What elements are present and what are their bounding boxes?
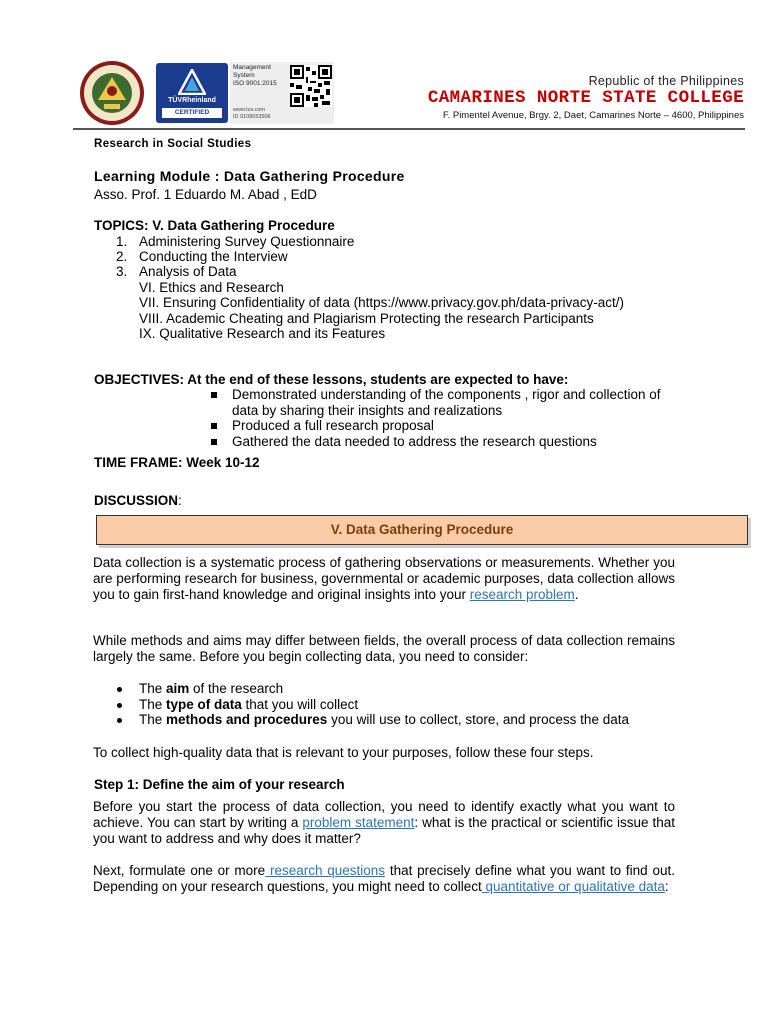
- bullet-dot-icon: [117, 703, 122, 708]
- module-title: Learning Module : Data Gathering Procedure: [94, 168, 405, 184]
- certificate-id: www.tuv.com ID 9108653506: [233, 107, 271, 120]
- subject-title: Research in Social Studies: [94, 138, 252, 150]
- section-title-box: V. Data Gathering Procedure: [96, 515, 748, 545]
- objective-item: Produced a full research proposal: [232, 418, 434, 433]
- bullet-dot-icon: [117, 687, 122, 692]
- paragraph-four-steps: To collect high-quality data that is relevant to your purposes, follow these four steps.: [93, 745, 594, 760]
- paragraph-intro: Data collection is a systematic process of gathering observations or measurements. Whether you are performing research for business, governmental or academic purposes, data collection allows you to gain first-hand knowledge and original insights into your research problem.: [93, 555, 675, 602]
- objective-item: Demonstrated understanding of the components , rigor and collection of data by sharing their insights and realizations: [232, 387, 661, 418]
- consider-item: The aim of the research: [139, 681, 284, 696]
- topic-item: IX. Qualitative Research and its Features: [139, 326, 386, 341]
- discussion-label: DISCUSSION:: [94, 493, 182, 508]
- problem-statement-link[interactable]: problem statement: [302, 815, 415, 830]
- bullet-square-icon: [211, 423, 217, 429]
- bullet-square-icon: [211, 392, 217, 398]
- objectives-heading: OBJECTIVES: At the end of these lessons, students are expected to have:: [94, 372, 569, 387]
- college-name: CAMARINES NORTE STATE COLLEGE: [427, 88, 744, 108]
- paragraph-step1: Before you start the process of data collection, you need to identify exactly what you want to achieve. You can start by writing a problem statement: what is the practical or scientific issue that you want to address and why does it matter?: [93, 799, 676, 846]
- tuv-certified-label: CERTIFIED: [162, 108, 222, 118]
- author-line: Asso. Prof. 1 Eduardo M. Abad , EdD: [94, 187, 317, 202]
- management-system-text: Management System ISO 9001:2015: [233, 64, 277, 87]
- topic-item: 2. Conducting the Interview: [116, 249, 288, 264]
- tuv-name: TÜVRheinland: [168, 97, 216, 104]
- republic-label: Republic of the Philippines: [588, 74, 744, 88]
- step1-heading: Step 1: Define the aim of your research: [94, 777, 345, 792]
- tuv-triangle-icon: [178, 69, 206, 95]
- bullet-square-icon: [211, 439, 217, 445]
- quantitative-qualitative-link[interactable]: quantitative or qualitative data: [481, 879, 665, 894]
- qr-code-icon: [290, 65, 332, 107]
- college-seal-logo: [74, 60, 150, 126]
- paragraph-research-questions: Next, formulate one or more research questions that precisely define what you want to find out. Depending on your research questions, you might need to collect quantitative or qualitative data:: [93, 863, 675, 894]
- consider-item: The type of data that you will collect: [139, 697, 359, 712]
- topic-item: VIII. Academic Cheating and Plagiarism Protecting the research Participants: [139, 311, 594, 326]
- topics-heading: TOPICS: V. Data Gathering Procedure: [94, 218, 335, 233]
- topic-item: 3. Analysis of Data: [116, 264, 237, 279]
- header-divider: [73, 128, 745, 130]
- research-problem-link[interactable]: research problem: [469, 587, 575, 602]
- consider-item: The methods and procedures you will use to collect, store, and process the data: [139, 712, 629, 727]
- topic-item: VI. Ethics and Research: [139, 280, 284, 295]
- topic-item: 1. Administering Survey Questionnaire: [116, 234, 355, 249]
- topic-item: VII. Ensuring Confidentiality of data (https://www.privacy.gov.ph/data-privacy-act/): [139, 295, 624, 310]
- objective-item: Gathered the data needed to address the research questions: [232, 434, 597, 449]
- time-frame: TIME FRAME: Week 10-12: [94, 455, 260, 470]
- paragraph-methods: While methods and aims may differ between fields, the overall process of data collection remains largely the same. Before you begin collecting data, you need to consider:: [93, 633, 675, 664]
- tuv-certification-logo: [156, 63, 228, 123]
- research-questions-link[interactable]: research questions: [265, 863, 386, 878]
- college-address: F. Pimentel Avenue, Brgy. 2, Daet, Camarines Norte – 4600, Philippines: [442, 110, 744, 121]
- bullet-dot-icon: [117, 718, 122, 723]
- iso-certificate-box: [230, 62, 334, 124]
